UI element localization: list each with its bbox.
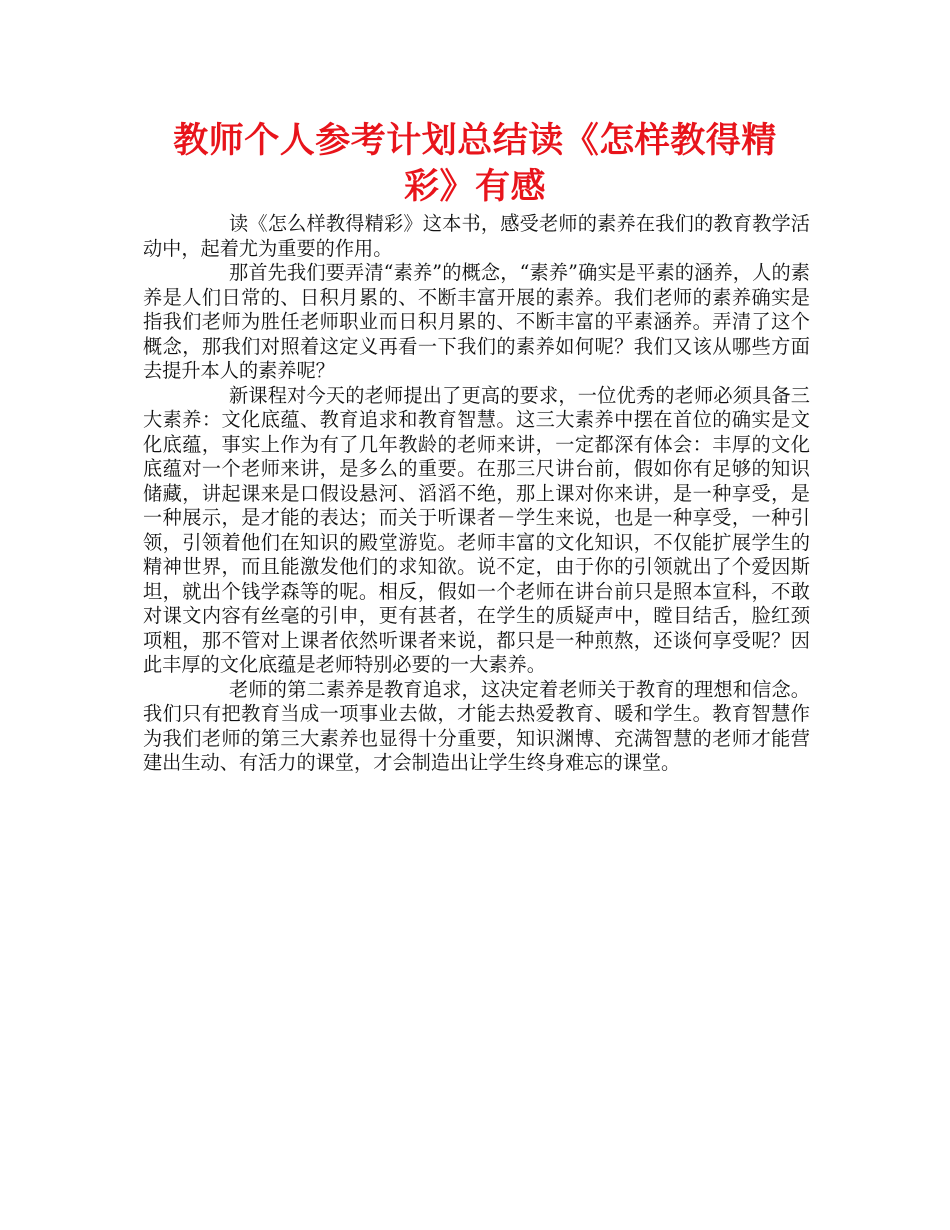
paragraph-2: 那首先我们要弄清“素养”的概念，“素养”确实是平素的涵养，人的素养是人们日常的、日积月累的、不断丰富开展的素养。我们老师的素养确实是指我们老师为胜任老师职业而日积月累的、不断丰富的平素涵养。弄清了这个概念，那我们对照着这定义再看一下我们的素养如何呢？我们又该从哪些方面去提升本人的素养呢？	[143, 261, 810, 382]
document-title: 教师个人参考计划总结读《怎样教得精彩》有感	[173, 121, 777, 207]
paragraph-1: 读《怎么样教得精彩》这本书，感受老师的素养在我们的教育教学活动中，起着尤为重要的作用。	[143, 212, 810, 260]
paragraph-3: 新课程对今天的老师提出了更高的要求，一位优秀的老师必须具备三大素养：文化底蕴、教育追求和教育智慧。这三大素养中摆在首位的确实是文化底蕴，事实上作为有了几年教龄的老师来讲，一定都深有体会：丰厚的文化底蕴对一个老师来讲，是多么的重要。在那三尺讲台前，假如你有足够的知识储藏，讲起课来是口假设悬河、滔滔不绝，那上课对你来讲，是一种享受，是一种展示，是才能的表达；而关于听课者－学生来说，也是一种享受，一种引领，引领着他们在知识的殿堂游览。老师丰富的文化知识，不仅能扩展学生的精神世界，而且能激发他们的求知欲。说不定，由于你的引领就出了个爱因斯坦，就出个钱学森等的呢。相反，假如一个老师在讲台前只是照本宣科，不敢对课文内容有丝毫的引申，更有甚者，在学生的质疑声中，瞠目结舌，脸红颈项粗，那不管对上课者依然听课者来说，都只是一种煎熬，还谈何享受呢？因此丰厚的文化底蕴是老师特别必要的一大素养。	[143, 383, 810, 676]
paragraph-4: 老师的第二素养是教育追求，这决定着老师关于教育的理想和信念。我们只有把教育当成一项事业去做，才能去热爱教育、暖和学生。教育智慧作为我们老师的第三大素养也显得十分重要，知识渊博、充满智慧的老师才能营建出生动、有活力的课堂，才会制造出让学生终身难忘的课堂。	[143, 677, 810, 774]
document-body	[143, 212, 810, 776]
